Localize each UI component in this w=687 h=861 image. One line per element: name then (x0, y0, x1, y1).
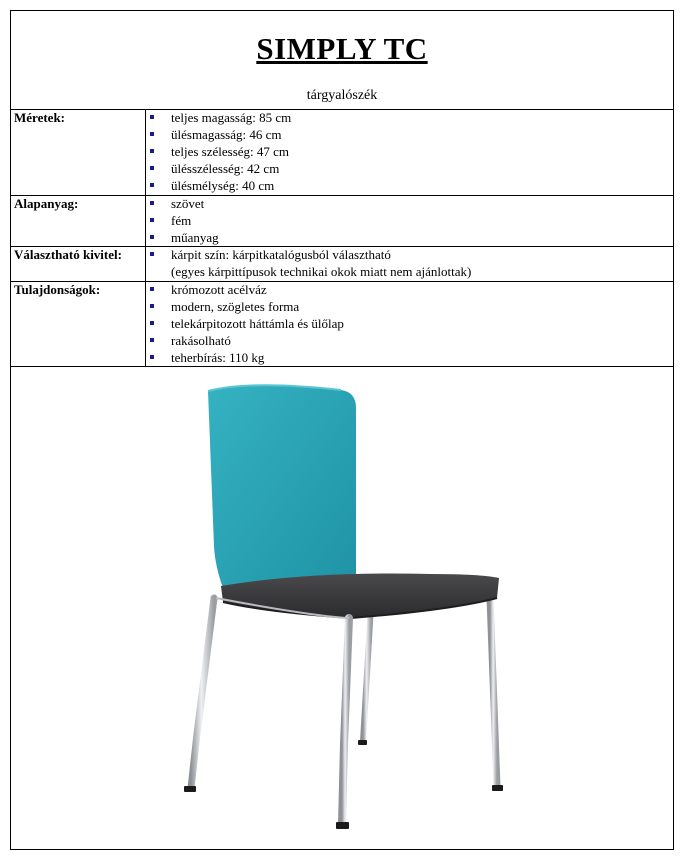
spec-row-material (11, 195, 673, 247)
bullet-icon (150, 355, 154, 359)
bullet-icon (150, 321, 154, 325)
list-item: szövet (147, 195, 219, 212)
bullet-icon (150, 218, 154, 222)
title-cell (11, 11, 673, 110)
list-item: teljes szélesség: 47 cm (147, 143, 291, 160)
bullet-icon (150, 132, 154, 136)
list-item: kárpit szín: kárpitkatalógusból választható (147, 246, 471, 263)
list-item: rakásolható (147, 332, 344, 349)
bullet-icon (150, 183, 154, 187)
list-item: modern, szögletes forma (147, 298, 344, 315)
spec-row-features (11, 281, 673, 367)
product-image-cell (11, 366, 673, 850)
list-item: krómozott acélváz (147, 281, 344, 298)
product-subtitle: tárgyalószék (306, 88, 378, 103)
list-item: ülésszélesség: 42 cm (147, 160, 291, 177)
bullet-icon (150, 166, 154, 170)
spec-label: Tulajdonságok: (14, 282, 101, 297)
list-item: fém (147, 212, 219, 229)
spec-list (147, 281, 344, 366)
bullet-icon (150, 115, 154, 119)
spec-label: Választható kivitel: (14, 247, 122, 262)
list-item: telekárpitozott háttámla és ülőlap (147, 315, 344, 332)
product-title: SIMPLY TC (256, 31, 428, 66)
bullet-icon (150, 149, 154, 153)
list-item-note: (egyes kárpittípusok technikai okok miatt nem ajánlottak) (171, 264, 472, 279)
spec-list (147, 195, 219, 246)
list-item: ülésmagasság: 46 cm (147, 126, 291, 143)
bullet-icon (150, 338, 154, 342)
bullet-icon (150, 252, 154, 256)
bullet-icon (150, 235, 154, 239)
spec-row-options (11, 246, 673, 282)
bullet-icon (150, 201, 154, 205)
spec-sheet (10, 10, 674, 850)
list-item: teherbírás: 110 kg (147, 349, 344, 366)
bullet-icon (150, 304, 154, 308)
spec-label: Alapanyag: (14, 196, 79, 211)
chair-image (11, 366, 673, 850)
list-item: teljes magasság: 85 cm (147, 109, 291, 126)
spec-list (147, 109, 291, 194)
spec-label: Méretek: (14, 110, 66, 125)
list-item: műanyag (147, 229, 219, 246)
spec-row-dimensions (11, 109, 673, 196)
list-item: ülésmélység: 40 cm (147, 177, 291, 194)
bullet-icon (150, 287, 154, 291)
spec-list (147, 246, 471, 280)
